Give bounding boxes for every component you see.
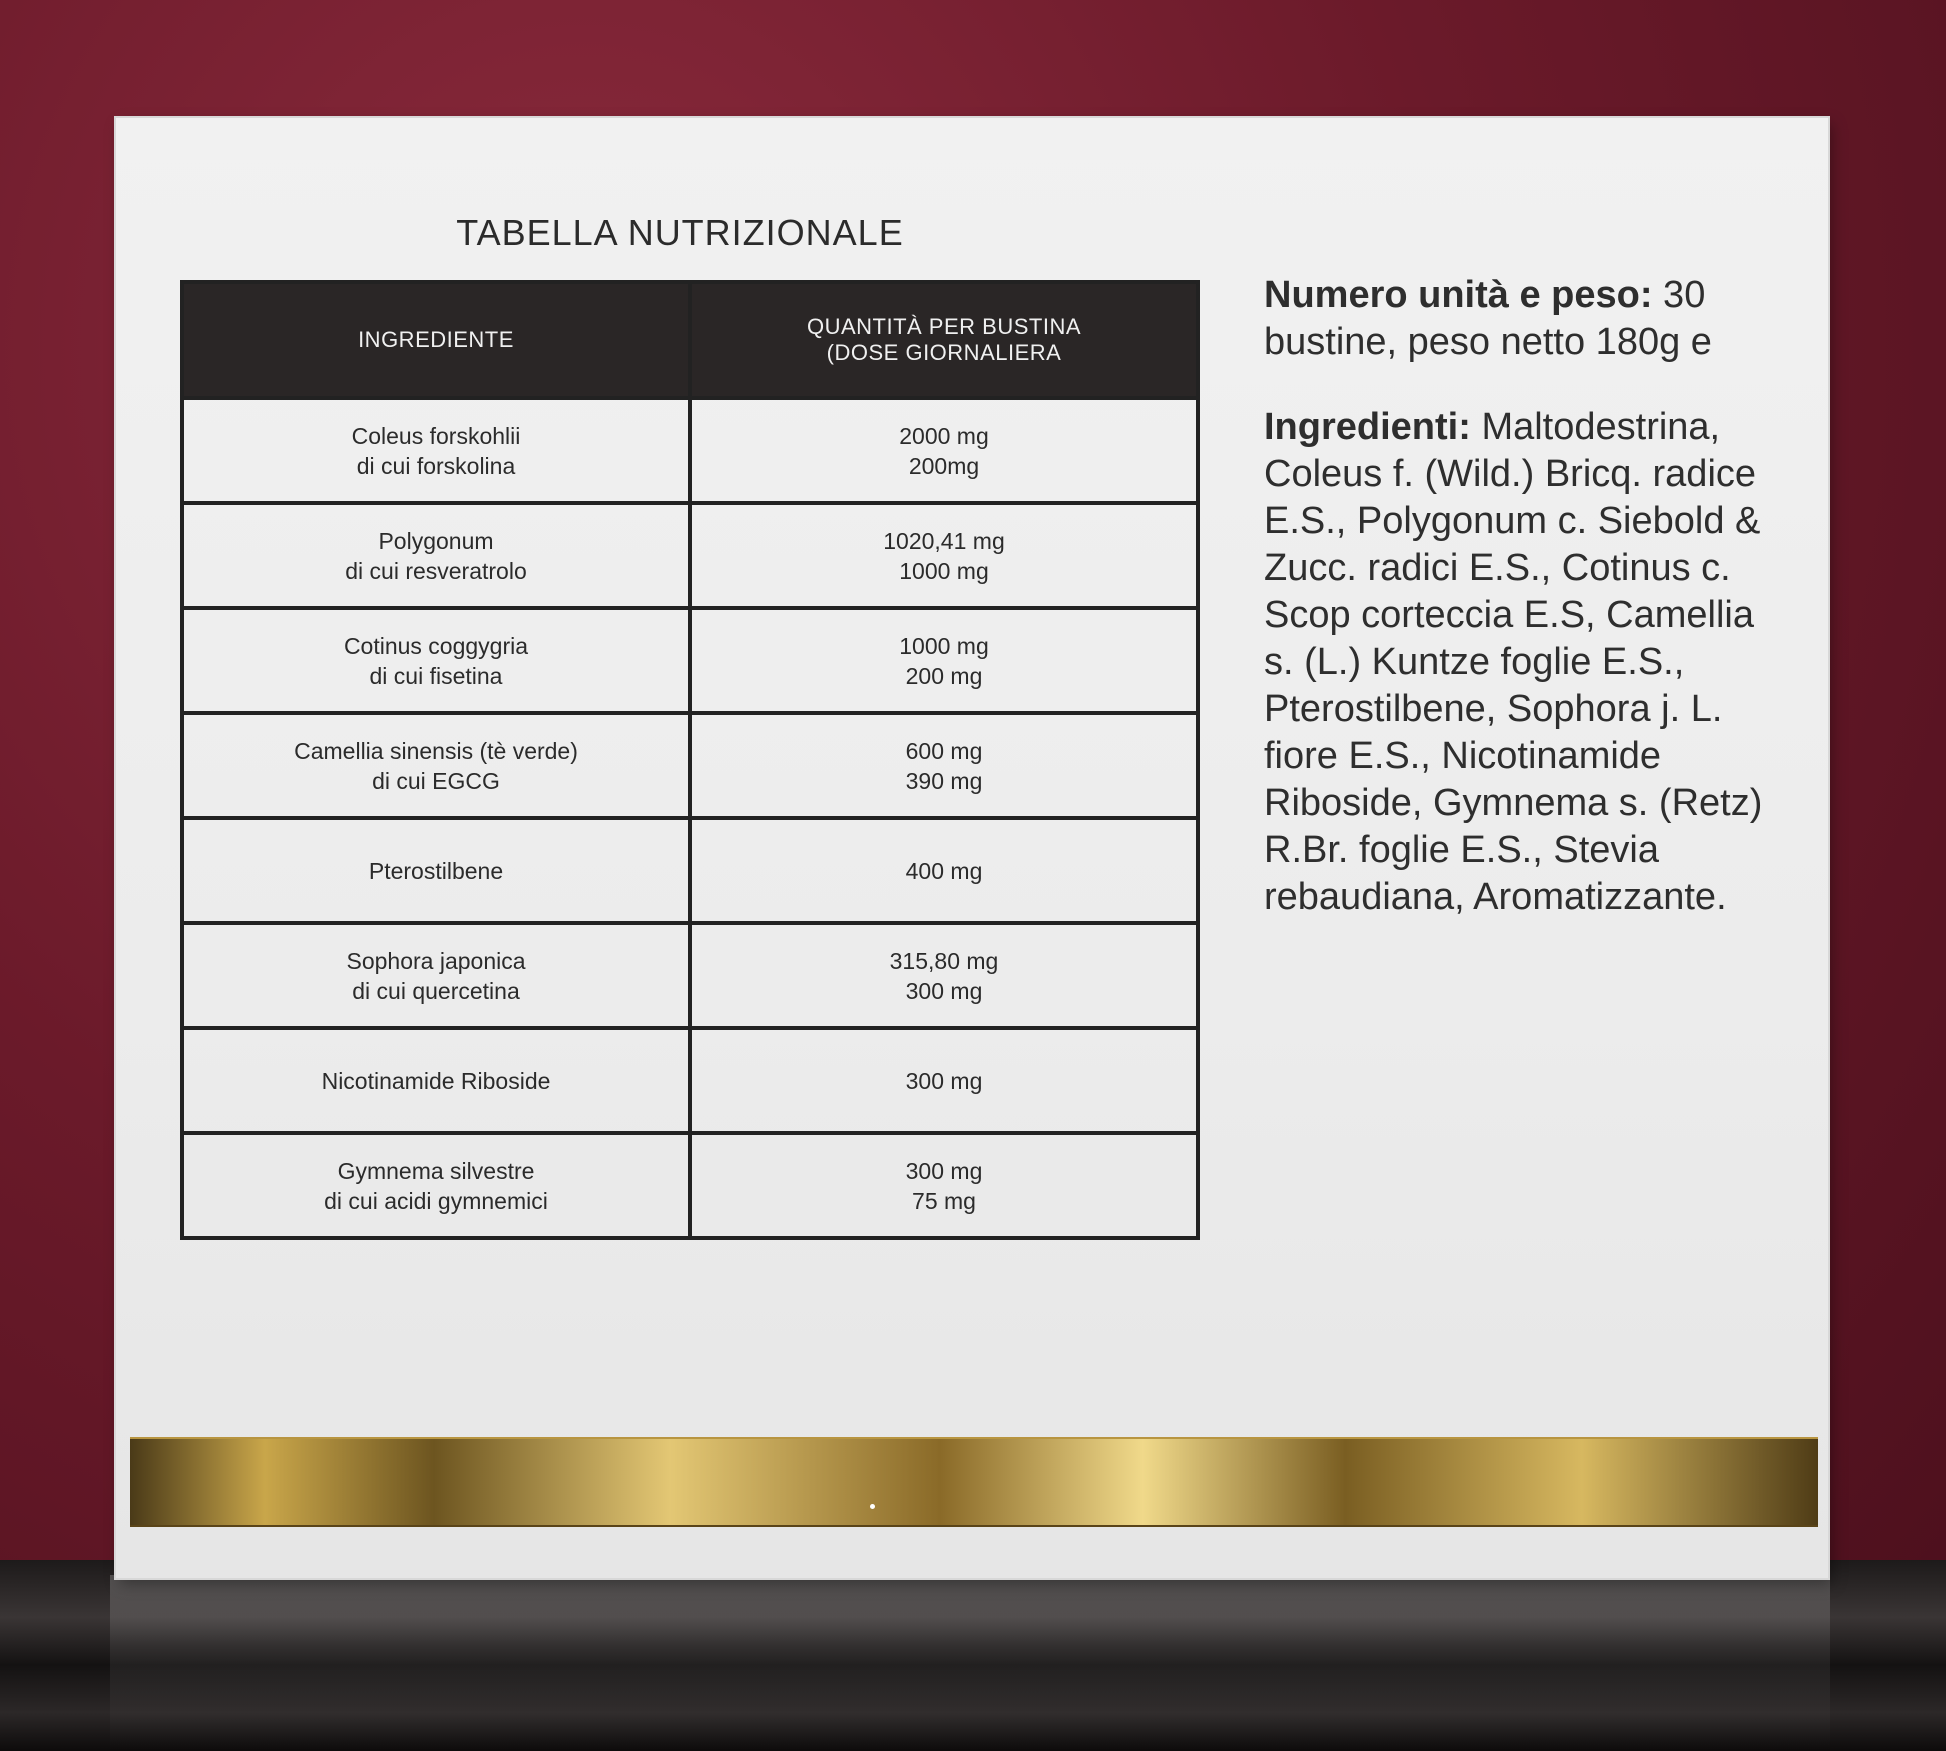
quantity-value: 1020,41 mg [883, 527, 1005, 554]
ingredient-sub: di cui acidi gymnemici [324, 1187, 548, 1214]
nutrition-table-title: TABELLA NUTRIZIONALE [456, 212, 904, 253]
quantity-sub: 1000 mg [899, 557, 989, 584]
quantity-value: 600 mg [905, 737, 983, 764]
ingredient-sub: di cui quercetina [352, 977, 520, 1004]
quantity-cell [690, 818, 1198, 923]
header-dose-label: (DOSE GIORNALIERA [826, 340, 1062, 365]
units-text: 30 bustine, peso netto 180g e [1264, 274, 1712, 363]
table-row [182, 713, 1198, 818]
quantity-value: 1000 mg [899, 632, 989, 659]
table-row [182, 818, 1198, 923]
ingredient-name: Sophora japonica [346, 947, 526, 974]
ingredient-name: Coleus forskohlii [351, 422, 521, 449]
quantity-cell [690, 1133, 1198, 1238]
ingredient-name: Polygonum [378, 527, 494, 554]
header-quantity [690, 282, 1198, 398]
quantity-value: 400 mg [905, 857, 983, 884]
quantity-sub: 75 mg [912, 1187, 976, 1214]
ingredient-cell [182, 503, 690, 608]
gold-band [130, 1437, 1818, 1527]
header-ingredient [182, 282, 690, 398]
ingredients-paragraph [1264, 404, 1784, 921]
quantity-value: 300 mg [905, 1067, 983, 1094]
table-row [182, 1133, 1198, 1238]
ingredient-cell [182, 818, 690, 923]
quantity-cell [690, 923, 1198, 1028]
header-ingredient-label: INGREDIENTE [358, 327, 514, 352]
ingredient-name: Camellia sinensis (tè verde) [294, 737, 578, 764]
quantity-cell [690, 398, 1198, 503]
ingredient-sub: di cui fisetina [369, 662, 503, 689]
ingredient-cell [182, 398, 690, 503]
ingredient-cell [182, 608, 690, 713]
nutrition-table [180, 280, 1200, 1240]
table-row [182, 398, 1198, 503]
table-row [182, 1028, 1198, 1133]
quantity-sub: 200mg [908, 452, 980, 479]
box-reflection [110, 1575, 1830, 1751]
header-quantity-label: QUANTITÀ PER BUSTINA [806, 314, 1082, 339]
ingredients-label: Ingredienti: [1264, 406, 1471, 448]
quantity-cell [690, 1028, 1198, 1133]
ingredient-name: Gymnema silvestre [337, 1157, 535, 1184]
quantity-cell [690, 713, 1198, 818]
ingredient-cell [182, 713, 690, 818]
table-row [182, 923, 1198, 1028]
quantity-value: 315,80 mg [889, 947, 999, 974]
quantity-sub: 300 mg [905, 977, 983, 1004]
gold-band-dot [870, 1504, 875, 1509]
units-paragraph [1264, 272, 1784, 366]
ingredient-name: Cotinus coggygria [343, 632, 529, 659]
table-row [182, 608, 1198, 713]
table-header-row [182, 282, 1198, 398]
table-row [182, 503, 1198, 608]
ingredient-name: Nicotinamide Riboside [321, 1067, 551, 1094]
product-info-column [1264, 272, 1784, 921]
ingredient-sub: di cui EGCG [372, 767, 500, 794]
ingredients-text: Maltodestrina, Coleus f. (Wild.) Bricq. radice E.S., Polygonum c. Siebold & Zucc. radici E.S., Cotinus c. Scop corteccia E.S, Camellia s. (L.) Kuntze foglie E.S., Pterostilbene, Sophora j. L. fiore E.S., Nicotinamide Riboside, Gymnema s. (Retz) R.Br. foglie E.S., Stevia rebaudiana, Aromatizzante. [1264, 406, 1763, 918]
quantity-cell [690, 503, 1198, 608]
quantity-sub: 200 mg [905, 662, 983, 689]
ingredient-name: Pterostilbene [368, 857, 504, 884]
ingredient-cell [182, 923, 690, 1028]
quantity-cell [690, 608, 1198, 713]
quantity-value: 300 mg [905, 1157, 983, 1184]
quantity-sub: 390 mg [905, 767, 983, 794]
ingredient-sub: di cui resveratrolo [345, 557, 527, 584]
ingredient-cell [182, 1028, 690, 1133]
ingredient-cell [182, 1133, 690, 1238]
units-label: Numero unità e peso: [1264, 274, 1653, 316]
quantity-value: 2000 mg [899, 422, 989, 449]
ingredient-sub: di cui forskolina [356, 452, 516, 479]
